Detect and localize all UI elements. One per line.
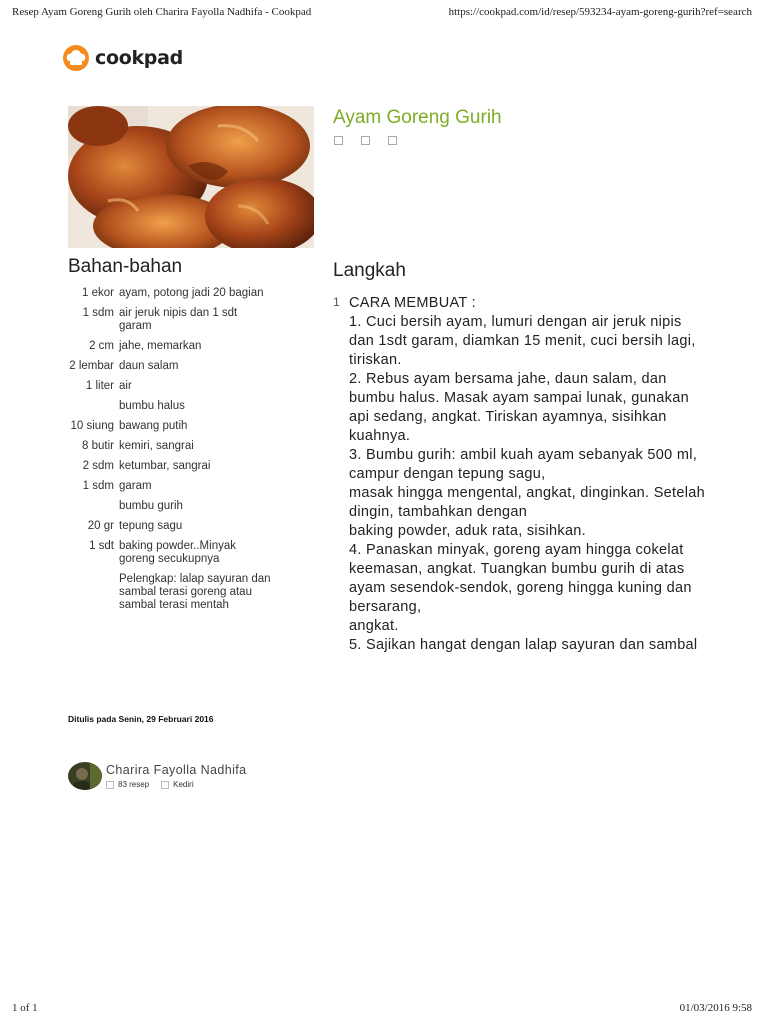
cookpad-logo[interactable] bbox=[60, 44, 183, 72]
step-text: CARA MEMBUAT : 1. Cuci bersih ayam, lumuri dengan air jeruk nipis dan 1sdt garam, diamkan 15 menit, cuci bersih lagi, tiriskan. 2. Rebus ayam bersama jahe, daun salam, dan bumbu halus. Masak ayam sampai lunak, gunakan api sedang, angkat. Tiriskan ayamnya, sisihkan kuahnya. 3. Bumbu gurih: ambil kuah ayam sebanyak 500 ml, campur dengan tepung sagu, masak hingga mengental, angkat, dinginkan. Setelah dingin, tambahkan dengan baking powder, aduk rata, sisihkan. 4. Panaskan minyak, goreng ayam hingga cokelat keemasan, angkat. Tuangkan bumbu gurih di atas ayam sesendok-sendok, goreng hingga kuning dan bersarang, angkat. 5. Sajikan hangat dengan lalap sayuran dan sambal bbox=[349, 295, 705, 653]
ingredient-row bbox=[68, 380, 278, 393]
ingredient-row bbox=[68, 460, 278, 473]
ingredient-qty: 1 sdm bbox=[82, 307, 114, 319]
share-icon[interactable] bbox=[388, 136, 397, 145]
steps-heading: Langkah bbox=[333, 260, 406, 281]
ingredient-name: ketumbar, sangrai bbox=[119, 460, 211, 472]
ingredient-qty: 1 sdt bbox=[89, 540, 114, 552]
ingredient-qty bbox=[68, 573, 119, 612]
ingredient-name: daun salam bbox=[119, 360, 179, 372]
chef-hat-icon bbox=[60, 44, 92, 72]
ingredient-row bbox=[68, 287, 278, 300]
ingredient-qty: 1 sdm bbox=[82, 480, 114, 492]
ingredient-qty: 20 gr bbox=[87, 520, 114, 532]
logo-wordmark: cookpad bbox=[95, 47, 183, 69]
ingredient-row bbox=[68, 573, 278, 612]
print-header-url[interactable]: https://cookpad.com/id/resep/593234-ayam-goreng-gurih?ref=search bbox=[448, 6, 752, 18]
location-label: Kediri bbox=[173, 780, 194, 789]
ingredient-name: ayam, potong jadi 20 bagian bbox=[119, 287, 264, 299]
ingredient-qty: 2 lembar bbox=[69, 360, 114, 372]
author-card[interactable] bbox=[68, 762, 247, 790]
author-name[interactable]: Charira Fayolla Nadhifa bbox=[106, 763, 247, 777]
ingredient-name: air jeruk nipis dan 1 sdt garam bbox=[119, 307, 238, 332]
recipe-count-label: 83 resep bbox=[118, 780, 150, 789]
ingredient-qty: 8 butir bbox=[82, 440, 114, 452]
ingredient-row bbox=[68, 500, 278, 513]
ingredient-qty: 2 cm bbox=[89, 340, 114, 352]
ingredient-name: baking powder..Minyak goreng secukupnya bbox=[119, 540, 236, 565]
recipe-photo bbox=[68, 106, 314, 248]
ingredient-name: bumbu halus bbox=[119, 400, 185, 412]
avatar[interactable] bbox=[68, 762, 102, 790]
ingredient-qty: 2 sdm bbox=[82, 460, 114, 472]
print-header-title: Resep Ayam Goreng Gurih oleh Charira Fayolla Nadhifa - Cookpad bbox=[12, 6, 312, 18]
written-date: Ditulis pada Senin, 29 Februari 2016 bbox=[68, 714, 214, 724]
page-indicator: 1 of 1 bbox=[12, 1002, 38, 1014]
ingredient-row bbox=[68, 420, 278, 433]
ingredient-name: garam bbox=[119, 480, 152, 492]
ingredient-row bbox=[68, 360, 278, 373]
ingredient-name: jahe, memarkan bbox=[119, 340, 202, 352]
print-datetime: 01/03/2016 9:58 bbox=[679, 1002, 752, 1014]
bookmark-icon[interactable] bbox=[334, 136, 343, 145]
ingredient-row bbox=[68, 540, 278, 566]
ingredient-name: bawang putih bbox=[119, 420, 188, 432]
print-icon[interactable] bbox=[361, 136, 370, 145]
ingredient-qty: 1 liter bbox=[85, 380, 114, 392]
ingredient-row bbox=[68, 400, 278, 413]
location-icon bbox=[161, 781, 169, 789]
author-recipe-count bbox=[106, 780, 149, 789]
ingredient-qty bbox=[68, 500, 119, 513]
ingredient-qty bbox=[68, 400, 119, 413]
step-number: 1 bbox=[333, 295, 340, 309]
recipe-title: Ayam Goreng Gurih bbox=[333, 107, 502, 128]
ingredient-row bbox=[68, 440, 278, 453]
ingredient-name: air bbox=[119, 380, 132, 392]
ingredient-name: bumbu gurih bbox=[119, 500, 183, 512]
ingredients-list bbox=[68, 287, 278, 619]
ingredient-qty: 1 ekor bbox=[82, 287, 114, 299]
ingredient-row bbox=[68, 480, 278, 493]
ingredient-name: Pelengkap: lalap sayuran dan sambal terasi goreng atau sambal terasi mentah bbox=[119, 573, 271, 611]
recipe-count-icon bbox=[106, 781, 114, 789]
ingredient-row bbox=[68, 520, 278, 533]
ingredient-row bbox=[68, 340, 278, 353]
ingredient-name: tepung sagu bbox=[119, 520, 183, 532]
recipe-action-icons bbox=[334, 136, 397, 145]
ingredient-name: kemiri, sangrai bbox=[119, 440, 194, 452]
author-location bbox=[161, 780, 193, 789]
ingredient-qty: 10 siung bbox=[70, 420, 114, 432]
ingredient-row bbox=[68, 307, 278, 333]
ingredients-heading: Bahan-bahan bbox=[68, 256, 183, 277]
